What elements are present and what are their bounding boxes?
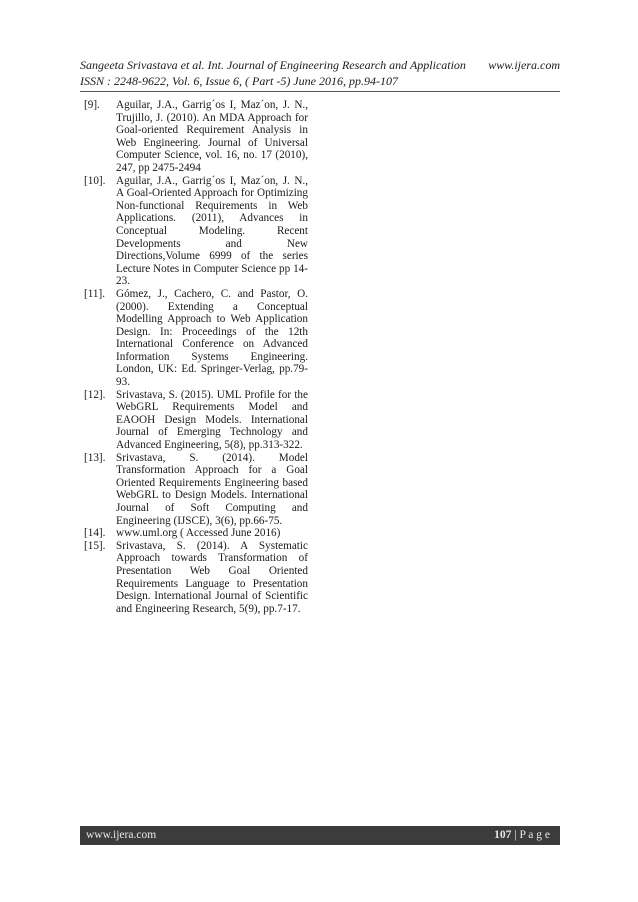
page-number: 107 xyxy=(494,829,512,841)
reference-number: [12]. xyxy=(84,388,106,401)
page-indicator xyxy=(494,826,550,845)
reference-number: [10]. xyxy=(84,174,106,187)
reference-text: Srivastava, S. (2015). UML Profile for the WebGRL Requirements Model and EAOOH Design Models. International Journal of Emerging Technology and Advanced Engineering, 5(8), pp.313-322. xyxy=(116,388,308,452)
reference-number: [13]. xyxy=(84,451,106,464)
reference-text: Srivastava, S. (2014). A Systematic Approach towards Transformation of Presentation Web Goal Oriented Requirements Language to Presentation Design. International Journal of Scientific and Engineering Research, 5(9), pp.7-17. xyxy=(116,539,308,615)
reference-number: [11]. xyxy=(84,287,106,300)
page-footer xyxy=(80,826,560,845)
reference-item xyxy=(84,452,308,528)
reference-text: Gómez, J., Cachero, C. and Pastor, O. (2000). Extending a Conceptual Modelling Approach to Web Application Design. In: Proceedings of the 12th International Conference on Advanced Information Systems Engineering. London, UK: Ed. Springer-Verlag, pp.79-93. xyxy=(116,287,308,389)
reference-list xyxy=(84,99,308,615)
issn-line: ISSN : 2248-9622, Vol. 6, Issue 6, ( Part -5) June 2016, pp.94-107 xyxy=(80,74,398,88)
reference-text: Aguilar, J.A., Garrig´os I, Maz´on, J. N., Trujillo, J. (2010). An MDA Approach for Goal-oriented Requirement Analysis in Web Engineering. Journal of Universal Computer Science, vol. 16, no. 17 (2010), 247, pp 2475-2494 xyxy=(116,99,308,174)
footer-website[interactable]: www.ijera.com xyxy=(86,829,157,841)
page-separator: | xyxy=(511,829,520,841)
journal-website[interactable]: www.ijera.com xyxy=(488,58,560,72)
reference-number: [9]. xyxy=(84,99,100,111)
running-header xyxy=(80,57,560,92)
reference-text: Aguilar, J.A., Garrig´os I, Maz´on, J. N., A Goal-Oriented Approach for Optimizing Non-functional Requirements in Web Applications. (2011), Advances in Conceptual Modeling. Recent Developments and New Directions,Volume 6999 of the series Lecture Notes in Computer Science pp 14-23. xyxy=(116,174,308,288)
reference-text[interactable]: www.uml.org ( Accessed June 2016) xyxy=(116,527,281,540)
reference-text: Srivastava, S. (2014). Model Transformation Approach for a Goal Oriented Requirements Engineering based WebGRL to Design Models. International Journal of Soft Computing and Engineering (IJSCE), 3(6), pp.66-75. xyxy=(116,451,308,527)
reference-item xyxy=(84,389,308,452)
reference-number: [14]. xyxy=(84,527,106,540)
reference-number: [15]. xyxy=(84,539,106,552)
journal-citation: Sangeeta Srivastava et al. Int. Journal of Engineering Research and Application xyxy=(80,58,466,72)
reference-item xyxy=(84,99,308,175)
reference-item xyxy=(84,288,308,389)
page-word: P a g e xyxy=(519,829,550,841)
reference-item xyxy=(84,527,308,540)
reference-item xyxy=(84,540,308,616)
reference-item xyxy=(84,175,308,288)
